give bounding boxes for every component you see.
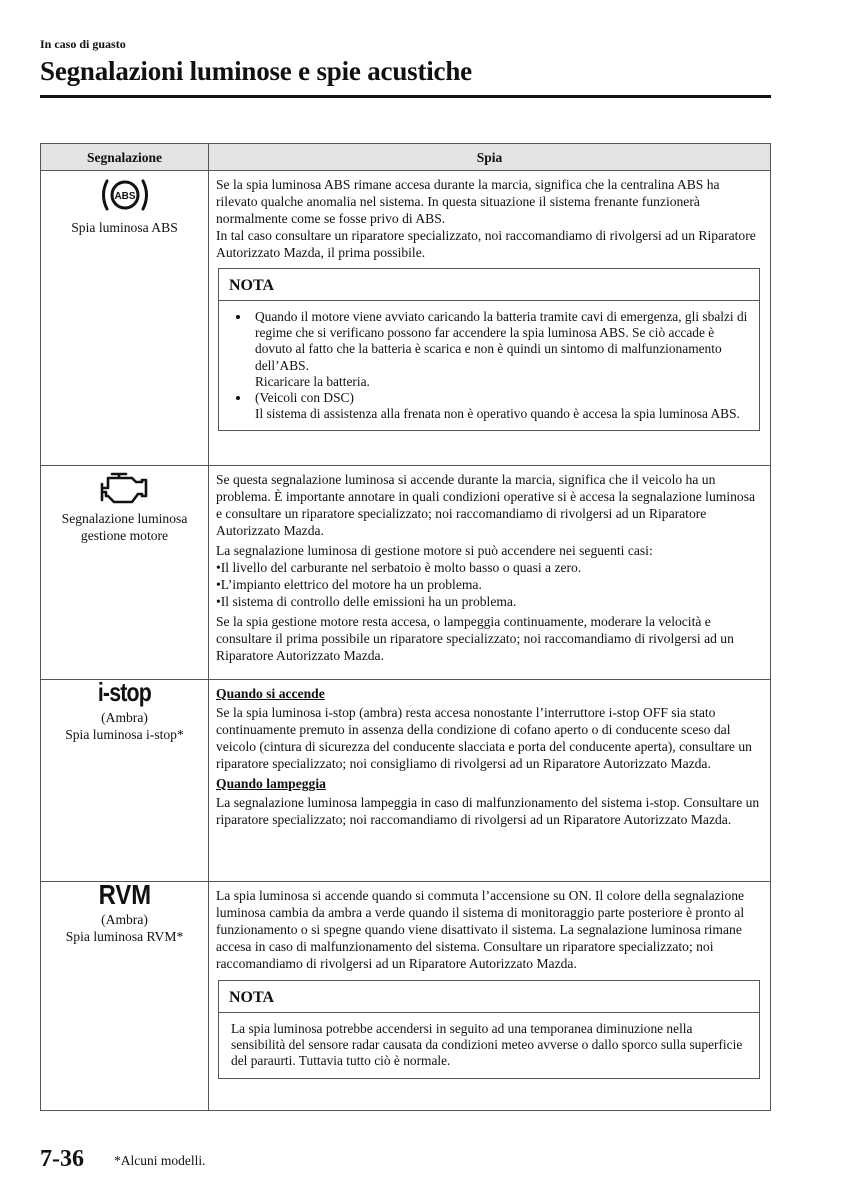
nota-body: La spia luminosa potrebbe accendersi in seguito ad una temporanea diminuzione nella sensibilità del sensore radar causata da condizioni meteo avverse o dallo sporco sulla superficie del paraurti. Tuttavia tutto ciò è normale. (231, 1021, 743, 1069)
table-row (41, 882, 771, 1111)
indicator-cell (41, 171, 209, 466)
section-label: In caso di guasto (40, 37, 126, 51)
title-rule (40, 95, 771, 98)
page-title: Segnalazioni luminose e spie acustiche (40, 56, 472, 86)
description-cell (209, 882, 771, 1111)
column-header-spia: Spia (209, 144, 771, 171)
paragraph: La segnalazione luminosa lampeggia in caso di malfunzionamento del sistema i-stop. Consultare un riparatore specializzato; noi raccomandiamo di rivolgersi ad un Riparatore Autorizzato Mazda. (216, 795, 760, 827)
nota-title: NOTA (219, 269, 759, 301)
paragraph: In tal caso consultare un riparatore specializzato, noi raccomandiamo di rivolgersi ad un Riparatore Autorizzato Mazda, il prima possibile. (216, 228, 756, 260)
paragraph: La segnalazione luminosa di gestione motore si può accendere nei seguenti casi: (216, 543, 653, 558)
paragraph: Se la spia luminosa i-stop (ambra) resta accesa nonostante l’interruttore i-stop OFF sia stato continuamente premuto in assenza della condizione di cofano aperto o di conducente sceso dal veicolo (cintura di sicurezza del conducente slacciata e porta del conducente aperta), consultare un riparatore specializzato; noi consigliamo di rivolgersi ad un Riparatore Autorizzato Mazda. (216, 705, 752, 771)
engine-check-icon (98, 470, 152, 506)
description-cell (209, 466, 771, 680)
indicator-cell (41, 879, 209, 1111)
list-item-text: (Veicoli con DSC) (255, 390, 354, 406)
nota-title: NOTA (219, 981, 759, 1013)
nota-box (218, 980, 760, 1079)
indicator-color-label: (Ambra) (101, 710, 148, 725)
description-cell (209, 680, 771, 882)
i-stop-icon: i-stop (97, 677, 152, 707)
warning-lights-table (40, 143, 771, 1111)
svg-text:ABS: ABS (113, 191, 136, 202)
description-cell (209, 171, 771, 466)
paragraph: La spia luminosa si accende quando si commuta l’accensione su ON. Il colore della segnalazione luminosa cambia da ambra a verde quando il sistema di monitoraggio parte posteriore è pronto al funzionamento o si spegne quando viene disattivato il sistema. La segnalazione luminosa rimane accesa in caso di malfunzionamento del sistema. Consultare un riparatore specializzato; noi raccomandiamo di rivolgersi ad un Riparatore Autorizzato Mazda. (216, 888, 745, 971)
list-item (251, 390, 749, 422)
list-item: •Il livello del carburante nel serbatoio è molto basso o quasi a zero. (216, 560, 582, 575)
indicator-label: gestione motore (80, 528, 169, 543)
list-item: •L’impianto elettrico del motore ha un problema. (216, 577, 482, 592)
list-item-text: Quando il motore viene avviato caricando la batteria tramite cavi di emergenza, gli sbalzi di regime che si verificano possono far accendere la spia luminosa ABS. Se ciò accade è dovuto al fatto che la batteria è scarica e non è quindi un sintomo di malfunzionamento dell’ABS. (255, 309, 748, 373)
indicator-label: Spia luminosa ABS (71, 220, 178, 235)
list-item-text: Il sistema di assistenza alla frenata non è operativo quando è accesa la spia luminosa ABS. (255, 406, 740, 422)
indicator-color-label: (Ambra) (101, 912, 148, 927)
list-item: •Il sistema di controllo delle emissioni ha un problema. (216, 594, 517, 609)
subheading: Quando si accende (216, 686, 325, 701)
table-header-row (41, 144, 771, 171)
abs-warning-icon (96, 175, 154, 215)
indicator-label: Spia luminosa i-stop* (65, 727, 184, 742)
nota-box (218, 268, 760, 431)
indicator-cell (41, 466, 209, 680)
table-row (41, 171, 771, 466)
paragraph: Se la spia luminosa ABS rimane accesa durante la marcia, significa che la centralina ABS ha rilevato qualche anomalia nel sistema. In questa situazione il sistema frenante funzionerà normalmente come se fosse privo di ABS. (216, 177, 720, 226)
rvm-icon: RVM (98, 879, 151, 910)
footnote: *Alcuni modelli. (114, 1153, 206, 1168)
indicator-label: Spia luminosa RVM* (65, 929, 184, 944)
nota-body (219, 301, 759, 430)
paragraph: Se la spia gestione motore resta accesa, o lampeggia continuamente, moderare la velocità e consultare il prima possibile un riparatore specializzato; noi raccomandiamo di rivolgersi ad un Riparatore Autorizzato Mazda. (216, 614, 734, 663)
paragraph: Se questa segnalazione luminosa si accende durante la marcia, significa che il veicolo ha un problema. È importante annotare in quali condizioni operative si è accesa la segnalazione luminosa e consultare un riparatore specializzato; noi raccomandiamo di rivolgersi ad un Riparatore Autorizzato Mazda. (216, 472, 756, 538)
page-number: 7-36 (40, 1146, 84, 1172)
subheading: Quando lampeggia (216, 776, 326, 791)
indicator-cell (41, 677, 209, 882)
column-header-segnalazione: Segnalazione (41, 144, 209, 171)
list-item-text: Ricaricare la batteria. (255, 373, 370, 389)
table-row (41, 466, 771, 680)
indicator-label: Segnalazione luminosa (61, 511, 188, 526)
list-item (251, 309, 749, 390)
table-row (41, 680, 771, 882)
